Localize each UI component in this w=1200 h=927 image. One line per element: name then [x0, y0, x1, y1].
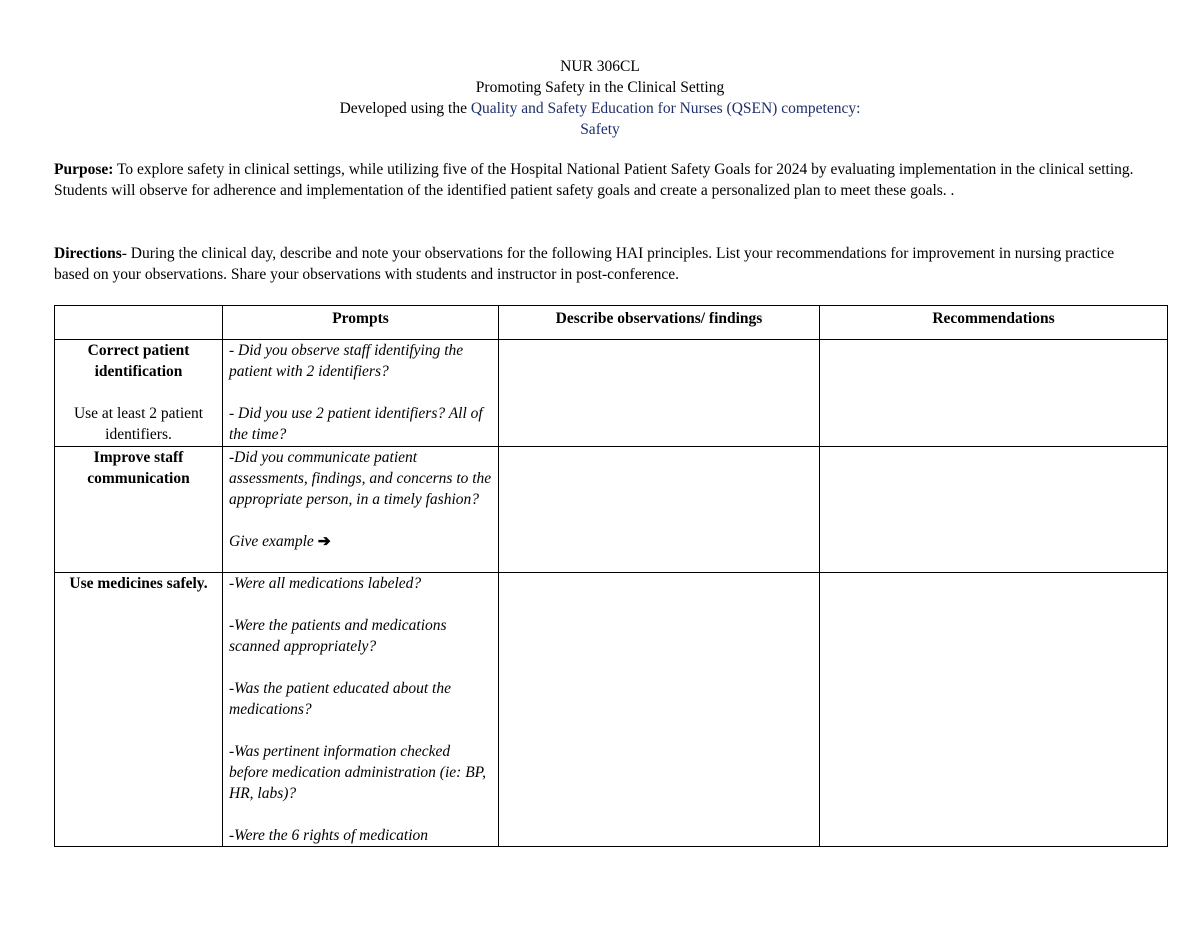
prompts-cell: [223, 340, 499, 447]
prompts-cell: [223, 447, 499, 573]
purpose-label: Purpose:: [54, 161, 114, 178]
give-example-line: [229, 531, 492, 552]
safety-goals-table: [54, 305, 1168, 847]
table-row: [55, 447, 1168, 573]
goal-subtitle: Use at least 2 patient identifiers.: [73, 405, 204, 443]
prompt-text: -Was pertinent information checked before medication administration (ie: BP, HR, labs)?: [229, 743, 487, 802]
prompt-text: Give example: [229, 533, 314, 550]
goal-title: Use medicines safely.: [69, 575, 208, 592]
prompt-text: -Was the patient educated about the medications?: [229, 680, 451, 718]
prompt-text: - Did you observe staff identifying the patient with 2 identifiers?: [229, 342, 464, 380]
qsen-link[interactable]: Quality and Safety Education for Nurses (QSEN): [470, 100, 778, 117]
competency-name: Safety: [580, 121, 620, 138]
prompt-text: -Were the 6 rights of medication: [229, 827, 429, 844]
goal-title: Correct patient identification: [87, 342, 190, 380]
developed-line: [0, 98, 1200, 119]
observations-cell[interactable]: [499, 573, 820, 847]
directions-label: Directions: [54, 245, 122, 262]
arrow-right-icon: ➔: [317, 533, 331, 550]
observations-cell[interactable]: [499, 340, 820, 447]
directions-text: - During the clinical day, describe and note your observations for the following HAI principles. List your recommendations for improvement in nursing practice based on your observations. Share your observations with students and instructor in post-conference.: [54, 245, 1115, 283]
prompt-text: -Did you communicate patient assessments, findings, and concerns to the appropriate person, in a timely fashion?: [229, 449, 492, 508]
goal-cell: [55, 340, 223, 447]
goal-cell: [55, 573, 223, 847]
directions-paragraph: [54, 243, 1144, 285]
recommendations-cell[interactable]: [820, 340, 1168, 447]
recommendations-cell[interactable]: [820, 573, 1168, 847]
table-row: [55, 573, 1168, 847]
header-recommendations: Recommendations: [820, 306, 1168, 340]
purpose-paragraph: [54, 159, 1144, 201]
goal-cell: [55, 447, 223, 573]
table-row: [55, 340, 1168, 447]
prompts-cell: [223, 573, 499, 847]
developed-suffix: competency:: [777, 100, 861, 117]
observations-cell[interactable]: [499, 447, 820, 573]
purpose-text: To explore safety in clinical settings, while utilizing five of the Hospital National Patient Safety Goals for 2024 by evaluating implementation in the clinical setting. Students will observe for adherence and implementation of the identified patient safety goals and create a personalized plan to meet these goals. .: [54, 161, 1134, 199]
document-header: [0, 56, 1200, 140]
header-prompts: Prompts: [223, 306, 499, 340]
document-title: Promoting Safety in the Clinical Setting: [475, 79, 725, 96]
recommendations-cell[interactable]: [820, 447, 1168, 573]
prompt-text: -Were all medications labeled?: [229, 575, 422, 592]
developed-prefix: Developed using the: [339, 100, 471, 117]
prompt-text: - Did you use 2 patient identifiers? All of the time?: [229, 405, 483, 443]
goal-title: Improve staff communication: [87, 449, 190, 487]
table-header-row: [55, 306, 1168, 340]
header-goal: [55, 306, 223, 340]
course-code: NUR 306CL: [560, 58, 640, 75]
prompt-text: -Were the patients and medications scanned appropriately?: [229, 617, 447, 655]
header-observations: Describe observations/ findings: [499, 306, 820, 340]
